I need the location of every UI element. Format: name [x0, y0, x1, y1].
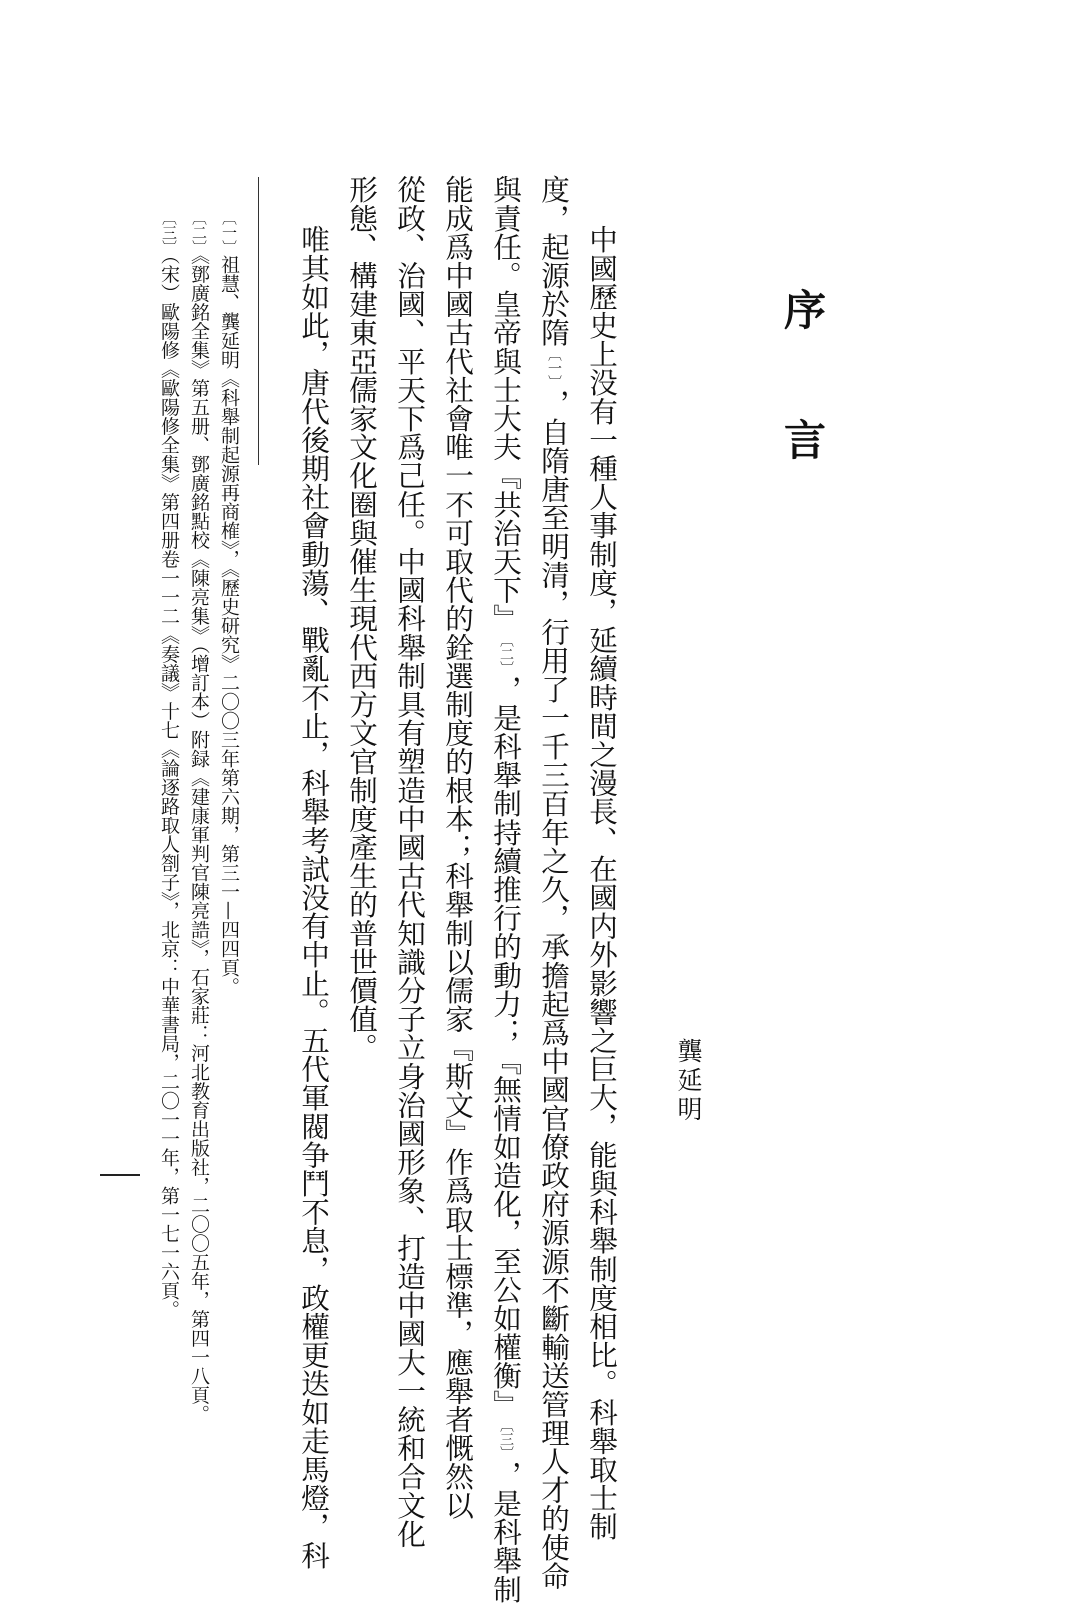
page-title-char-1: 序 — [783, 286, 826, 335]
footnote-marker-1[interactable]: 〔一〕 — [546, 346, 562, 389]
body-line-4: 能成爲中國古代社會唯一不可取代的銓選制度的根本；科舉制以儒家『斯文』作爲取士標準，應舉者慨然以 — [441, 175, 475, 1520]
body-line-5: 從政、治國、平天下爲己任。中國科舉制具有塑造中國古代知識分子立身治國形象、打造中國大一統和合文化 — [393, 175, 427, 1548]
body-line-1: 中國歷史上没有一種人事制度，延續時間之漫長、在國内外影響之巨大，能與科舉制度相比。科舉取士制 — [585, 225, 619, 1541]
footnote-3 — [154, 210, 178, 1319]
body-line-2: 度，起源於隋〔一〕，自隋唐至明清，行用了一千三百年之久，承擔起爲中國官僚政府源源不斷輸送管理人才的使命 — [537, 175, 571, 1590]
footnote-text: （宋）歐陽修《歐陽修全集》第四册卷一一二《奏議》十七《論逐路取人劄子》，北京：中華書局，二〇一一年，第一七一六頁。 — [158, 255, 180, 1319]
footnote-divider — [258, 177, 259, 465]
footnote-1 — [214, 210, 238, 996]
body-line-6: 形態、構建東亞儒家文化圈與催生現代西方文官制度產生的普世價值。 — [345, 175, 379, 1062]
page-title-char-2: 言 — [783, 416, 826, 465]
footnote-number: 〔一〕 — [220, 210, 238, 255]
footnote-marker-3[interactable]: 〔三〕 — [498, 1418, 514, 1461]
footnote-text: 《鄧廣銘全集》第五册、鄧廣銘點校《陳亮集》（增訂本）附録《建康軍判官陳亮誥》，石家莊：河北教育出版社，二〇〇五年，第四一八頁。 — [188, 255, 210, 1424]
body-line-3: 與責任。皇帝與士大夫『共治天下』〔二〕，是科舉制持續推行的動力；『無情如造化，至公如權衡』〔三〕，是科舉制 — [489, 175, 523, 1603]
footnote-2 — [184, 210, 208, 1424]
footnote-number: 〔三〕 — [160, 210, 178, 255]
footnote-text: 祖慧、龔延明《科舉制起源再商榷》，《歷史研究》二〇〇三年第六期，第三一—四四頁。 — [218, 255, 240, 996]
footnote-number: 〔二〕 — [190, 210, 208, 255]
body-line-7: 唯其如此，唐代後期社會動蕩、戰亂不止，科舉考試没有中止。五代軍閥争鬥不息，政權更迭如走馬燈，科 — [297, 225, 331, 1570]
footnote-marker-2[interactable]: 〔二〕 — [498, 632, 514, 675]
author-name: 龔延明 — [674, 1038, 703, 1125]
page-number — [100, 1174, 140, 1176]
